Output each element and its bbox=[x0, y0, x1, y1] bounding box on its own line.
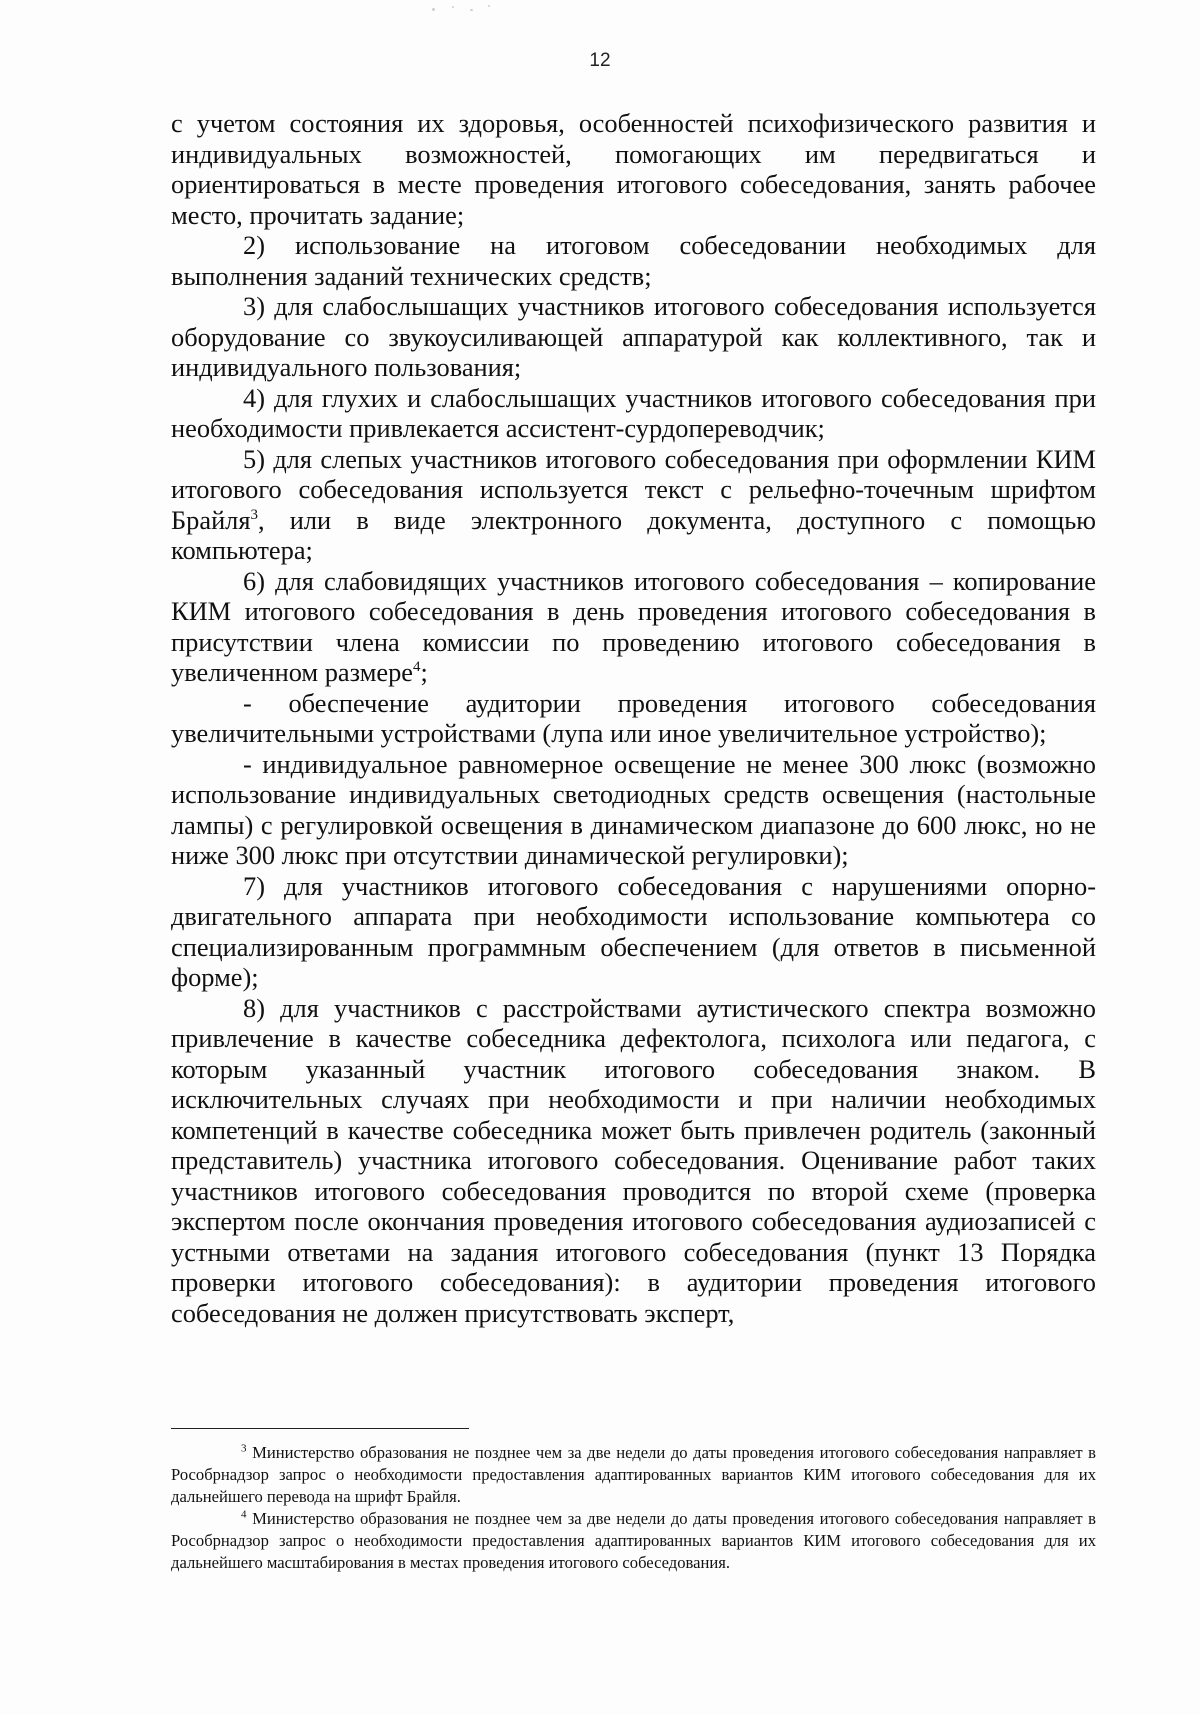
footnote-4 bbox=[171, 1508, 1096, 1574]
footnote-text: Министерство образования не позднее чем за две недели до даты проведения итогового собеседования направляет в Рособрнадзор запрос о необходимости предоставления адаптированных вариантов КИМ итогового собеседования для их дальнейшего масштабирования в местах проведения итогового собеседования. bbox=[171, 1509, 1096, 1572]
scan-artifact bbox=[470, 9, 473, 11]
list-item-6 bbox=[171, 566, 1096, 688]
dash-item-magnifiers: - обеспечение аудитории проведения итогового собеседования увеличительными устройствами (лупа или иное увеличительное устройство); bbox=[171, 687, 1096, 748]
list-item-6-text-a: 6) для слабовидящих участников итогового собеседования – копирование КИМ итогового собеседования в день проведения итогового собеседования в присутствии члена комиссии по проведению итогового собеседования в увеличенном размере bbox=[171, 565, 1096, 687]
list-item-5-text-a: 5) для слепых участников итогового собеседования при оформлении КИМ итогового собеседования используется текст с рельефно-точечным шрифтом Брайля bbox=[171, 443, 1096, 535]
footnote-3 bbox=[171, 1442, 1096, 1508]
scan-artifact bbox=[488, 5, 490, 7]
footnotes bbox=[171, 1442, 1096, 1574]
paragraph: с учетом состояния их здоровья, особенностей психофизического развития и индивидуальных возможностей, помогающих им передвигаться и ориентироваться в месте проведения итогового собеседования, занять рабочее место, прочитать задание; bbox=[171, 108, 1096, 230]
list-item-3: 3) для слабослышащих участников итогового собеседования используется оборудование со звукоусиливающей аппаратурой как коллективного, так и индивидуального пользования; bbox=[171, 291, 1096, 382]
list-item-4: 4) для глухих и слабослышащих участников итогового собеседования при необходимости привлекается ассистент-сурдопереводчик; bbox=[171, 382, 1096, 443]
page-number: 12 bbox=[589, 50, 611, 71]
dash-item-lighting: - индивидуальное равномерное освещение не менее 300 люкс (возможно использование индивидуальных светодиодных средств освещения (настольные лампы) с регулировкой освещения в динамическом диапазоне до 600 люкс, но не ниже 300 люкс при отсутствии динамической регулировки); bbox=[171, 748, 1096, 870]
scan-artifact bbox=[432, 8, 435, 11]
list-item-6-text-b: ; bbox=[420, 657, 428, 687]
list-item-5 bbox=[171, 444, 1096, 566]
list-item-7: 7) для участников итогового собеседования с нарушениями опорно-двигательного аппарата при необходимости использование компьютера со специализированным программным обеспечением (для ответов в письменной форме); bbox=[171, 870, 1096, 992]
scan-artifact bbox=[452, 6, 454, 8]
list-item-8: 8) для участников с расстройствами аутистического спектра возможно привлечение в качестве собеседника дефектолога, психолога или педагога, с которым указанный участник итогового собеседования знаком. В исключительных случаях при необходимости и при наличии необходимых компетенций в качестве собеседника может быть привлечен родитель (законный представитель) участника итогового собеседования. Оценивание работ таких участников итогового собеседования проводится по второй схеме (проверка экспертом после окончания проведения итогового собеседования аудиозаписей с устными ответами на задания итогового собеседования (пункт 13 Порядка проверки итогового собеседования): в аудитории проведения итогового собеседования не должен присутствовать эксперт, bbox=[171, 992, 1096, 1328]
footnote-separator bbox=[171, 1428, 469, 1429]
list-item-2: 2) использование на итоговом собеседовании необходимых для выполнения заданий технических средств; bbox=[171, 230, 1096, 291]
footnote-mark: 3 bbox=[241, 1442, 247, 1455]
footnote-ref-3[interactable]: 3 bbox=[250, 506, 258, 523]
footnote-mark: 4 bbox=[241, 1508, 247, 1521]
list-item-5-text-b: , или в виде электронного документа, доступного с помощью компьютера; bbox=[171, 504, 1096, 565]
footnote-ref-4[interactable]: 4 bbox=[413, 659, 421, 676]
main-text bbox=[171, 108, 1096, 1328]
footnote-text: Министерство образования не позднее чем за две недели до даты проведения итогового собеседования направляет в Рособрнадзор запрос о необходимости предоставления адаптированных вариантов КИМ итогового собеседования для их дальнейшего перевода на шрифт Брайля. bbox=[171, 1443, 1096, 1506]
